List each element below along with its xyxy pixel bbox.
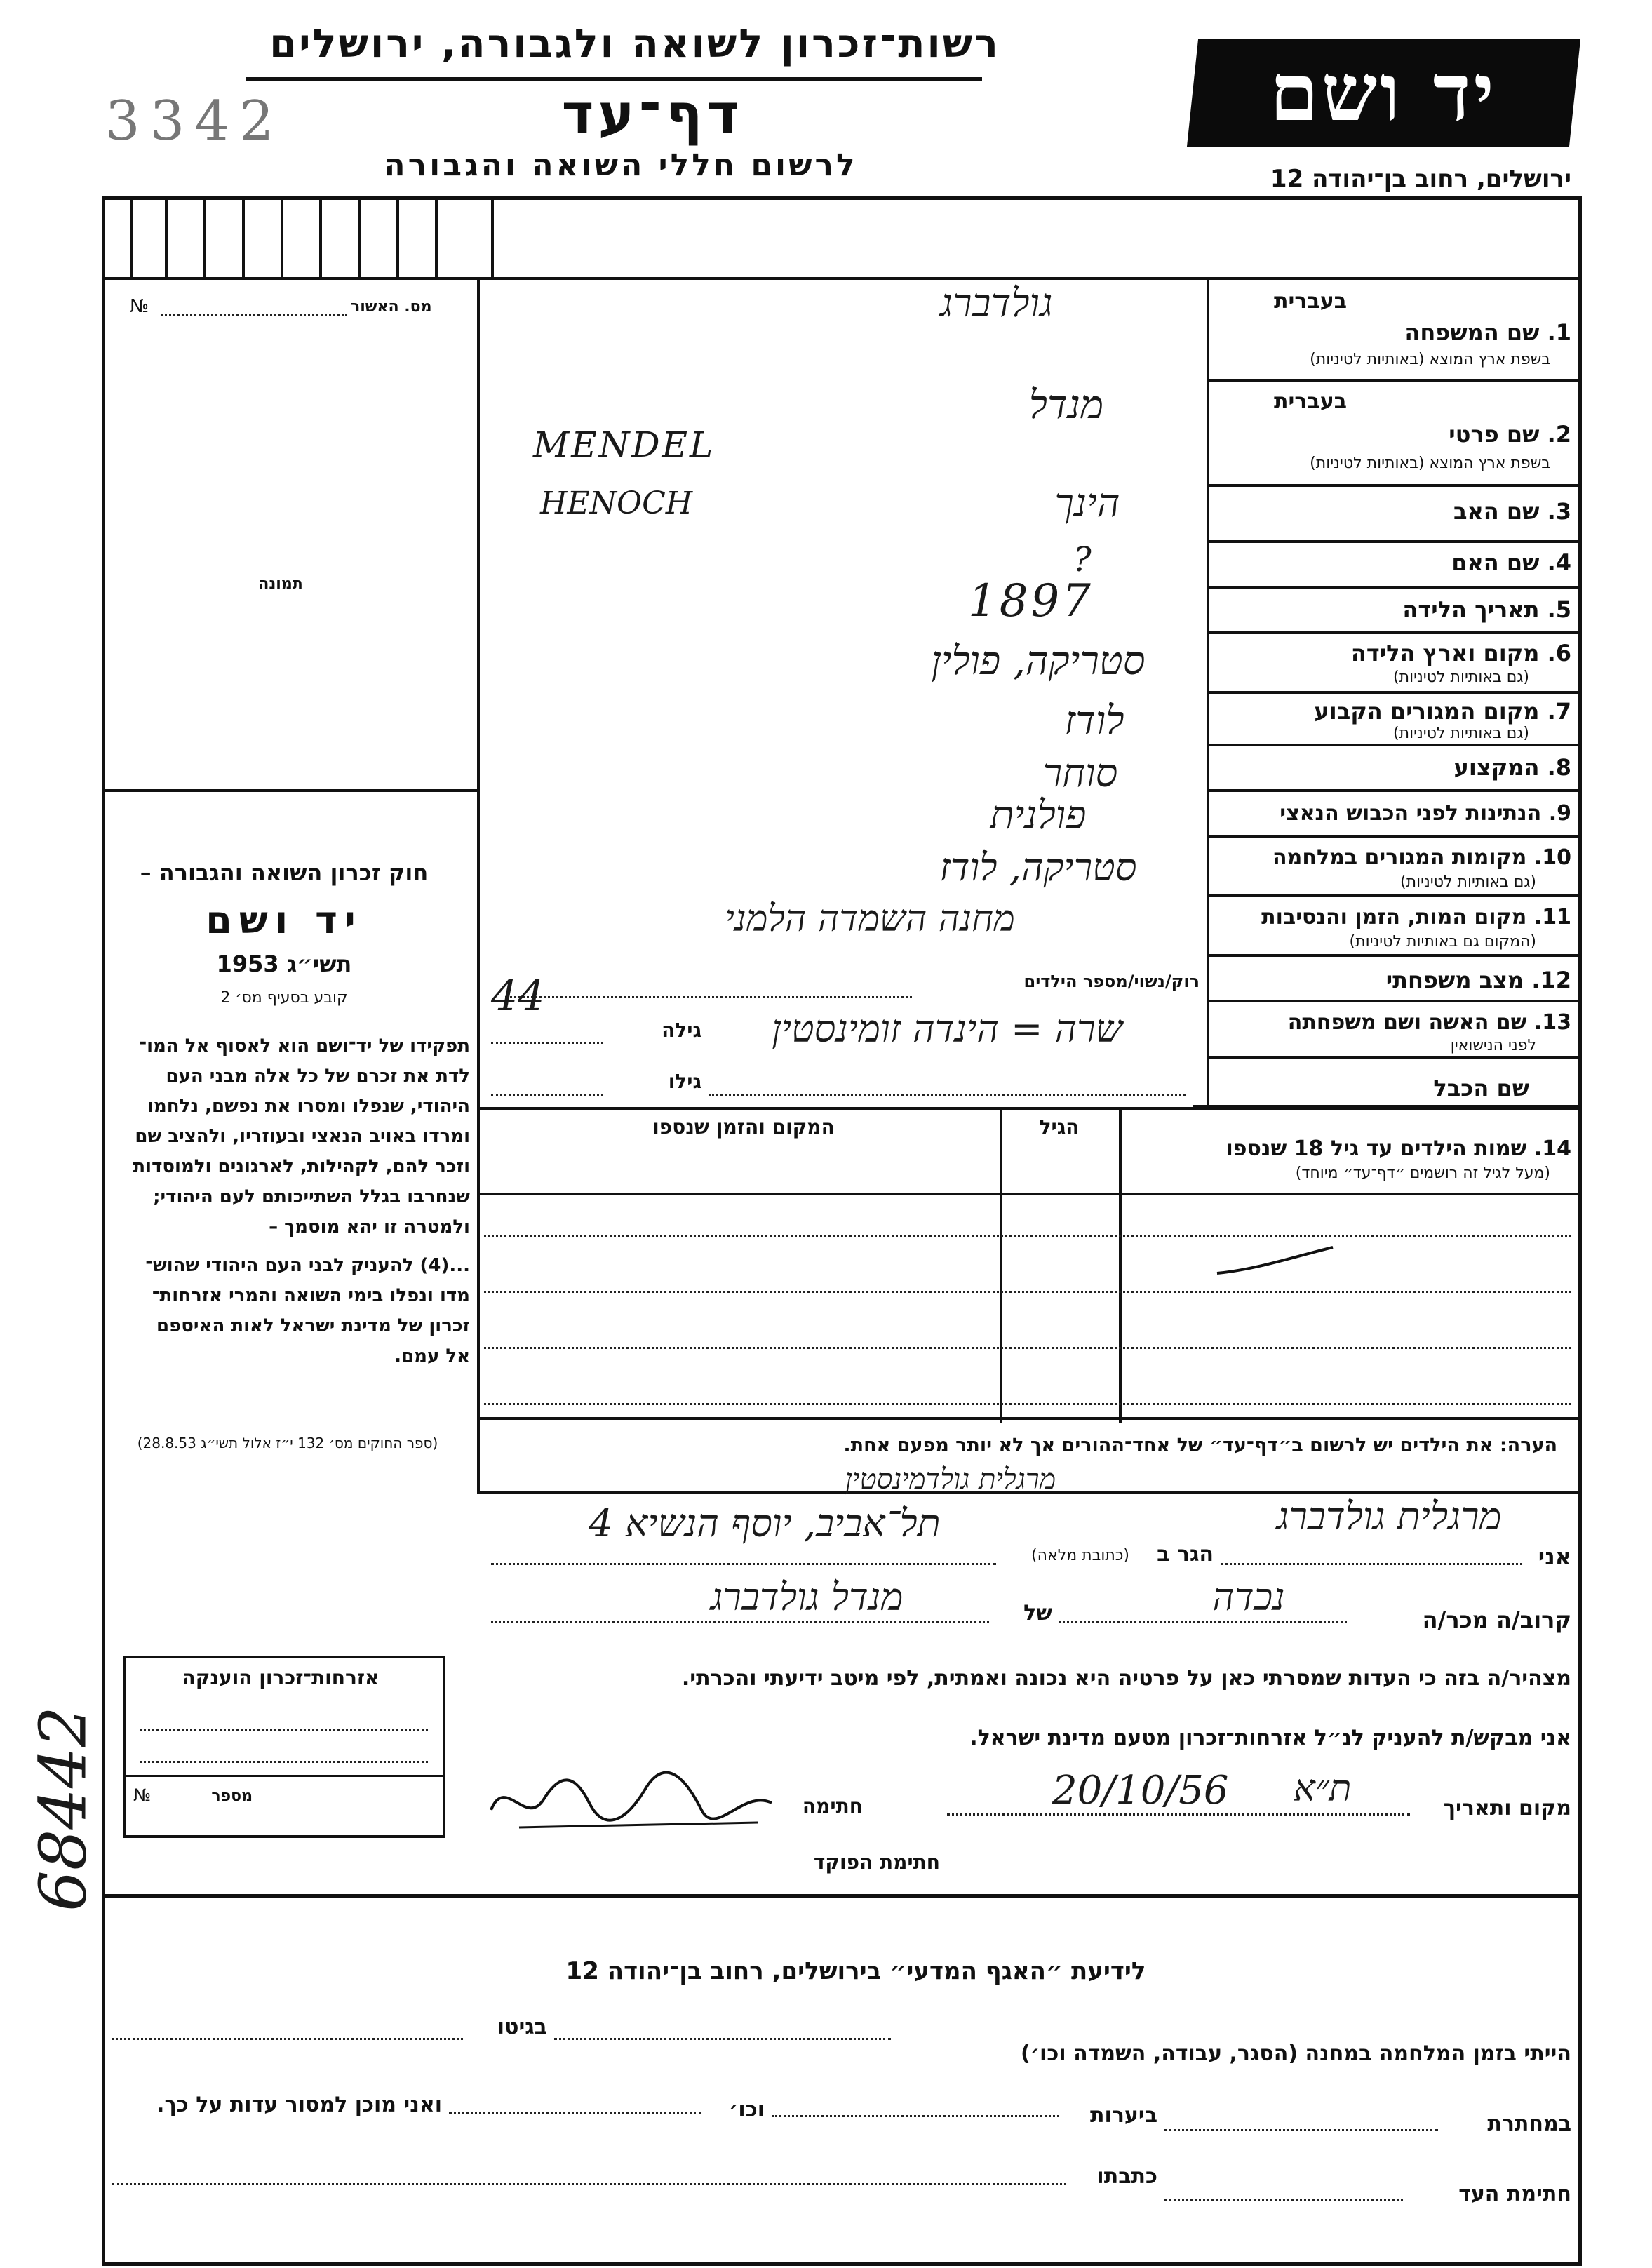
field-9-name: הנתינות לפני הכבוש הנאצי — [1280, 801, 1542, 826]
logo-text: יד ושם — [1270, 46, 1498, 139]
officer-signature-label: חתימת הפוקד — [813, 1851, 940, 1874]
handwritten-record-number: 3342 — [105, 90, 284, 153]
field-12-name: מצב משפחתי — [1385, 967, 1524, 993]
field-7-sub: (גם באותיות לטיניות) — [1393, 725, 1529, 742]
field-2-hebrew-hint: בעברית — [1274, 389, 1347, 414]
law-line: תפקידו של יד־ושם הוא לאסוף אל המו־ — [139, 1035, 470, 1056]
field-12-num: 12. — [1531, 967, 1571, 993]
law-line: וזכר להם, לקהילות, לארגונים ולמוסדות — [133, 1156, 470, 1177]
field-11-sub: (המקום גם באותיות לטיניות) — [1349, 933, 1536, 951]
field-4-name: שם האם — [1451, 549, 1540, 576]
field-6-name: מקום וארץ הלידה — [1350, 640, 1540, 666]
footer-ghetto-label: בגיטו — [497, 2015, 547, 2039]
field-2-label — [1214, 421, 1571, 448]
field-6-label — [1214, 640, 1571, 666]
law-title: חוק זכרון השואה והגבורה – — [140, 859, 429, 886]
field-5-name: תאריך הלידה — [1402, 596, 1540, 623]
father-name-value: הינך — [1054, 481, 1120, 526]
law-reference: (ספר החוקים מס׳ 132 י״ז אלול תשי״ג 28.8.53) — [137, 1435, 438, 1451]
field-12-label — [1214, 967, 1571, 993]
law-line: זכרון של מדינת ישראל לאות האיספם — [156, 1315, 470, 1336]
address-hint: (כתובת מלאה) — [1031, 1547, 1129, 1564]
field-13-num: 13. — [1533, 1010, 1571, 1035]
form-subtitle: לרשום חללי השואה והגבורה — [384, 147, 858, 183]
signature-scribble — [477, 1761, 786, 1838]
field-3-label — [1214, 498, 1571, 525]
law-line: אל עמם. — [394, 1346, 470, 1367]
children-row-line — [484, 1403, 1571, 1405]
of-label: של — [1023, 1601, 1052, 1625]
mother-name-value: ? — [1073, 540, 1092, 579]
law-name: יד ושם — [206, 898, 363, 942]
field-2-name: שם פרטי — [1449, 421, 1540, 448]
form-title: דף־עד — [561, 83, 744, 146]
citizenship-no-mark: № — [133, 1785, 151, 1805]
field-1-sub: בשפת ארץ המוצא (באותיות לטיניות) — [1310, 351, 1550, 368]
father-name-latin-value: HENOCH — [540, 485, 693, 521]
field-11-label — [1214, 905, 1571, 930]
first-name-value: מנדל — [1028, 382, 1104, 428]
margin-number: 68442 — [25, 1706, 101, 1912]
law-year: תשי״ג 1953 — [216, 951, 352, 977]
law-line: מדו ונפלו בימי השואה והמרי אזרחות־ — [152, 1285, 470, 1306]
children-place-header: המקום והזמן שנספו — [652, 1115, 835, 1139]
place-date-label: מקום ותאריך — [1443, 1796, 1571, 1820]
field-11-name: מקום המות, הזמן והנסיבות — [1261, 905, 1527, 930]
law-line: לדת את זכרם של כל אלה מבני העם — [166, 1066, 470, 1087]
surname-value: גולדברג — [939, 281, 1053, 326]
yad-vashem-logo — [1187, 39, 1580, 147]
resident-label: הגר ב — [1157, 1542, 1214, 1566]
date-value: 20/10/56 — [1052, 1768, 1229, 1813]
wife-age-value: 44 — [491, 972, 545, 1021]
law-line: היהודי, שנפלו ומסרו את נפשם, נלחמו — [147, 1096, 470, 1117]
footer-etc-label: וכו׳ — [729, 2098, 765, 2122]
children-row-line — [484, 1235, 1571, 1237]
field-7-label — [1214, 698, 1571, 725]
profession-value: סוחר — [1042, 751, 1118, 796]
address: ירושלים, רחוב בן־יהודה 12 — [1270, 165, 1571, 193]
footer-testimony-text: ואני מוכן למסור עדות על כך. — [156, 2093, 442, 2117]
children-note: (מעל לגיל זה רושמים ״דף־עד״ מיוחד) — [1295, 1165, 1550, 1182]
field-4-label — [1214, 549, 1571, 576]
field-1-label — [1214, 319, 1571, 346]
law-line: ...(4) להעניק לבני העם היהודי שהוש־ — [145, 1255, 470, 1276]
signature-label: חתימה — [802, 1794, 863, 1818]
footer-witness-signature-label: חתימת העד — [1458, 2182, 1571, 2206]
total-label: שם הכבל — [1433, 1075, 1529, 1101]
field-7-num: 7. — [1547, 698, 1571, 725]
wife-age-label: גילה — [662, 1019, 701, 1042]
field-1-name: שם המשפחה — [1404, 319, 1540, 346]
marital-options: רוק/נשוי/מספר הילדים — [1023, 972, 1200, 991]
field-10-label — [1214, 845, 1571, 870]
field-8-name: המקצוע — [1453, 754, 1540, 781]
address-value: תל־אביב, יוסף הנשיא 4 — [589, 1501, 941, 1545]
victim-name-value: מנדל גולדברג — [710, 1575, 904, 1619]
footer-address-label: כתבתו — [1096, 2164, 1157, 2189]
photo-placeholder-label: תמונה — [258, 575, 303, 593]
death-place-value: מחנה השמדה הלמני — [725, 898, 1015, 940]
nationality-value: פולנית — [990, 793, 1087, 838]
declarant-label: אני — [1538, 1543, 1571, 1570]
children-remark: הערה: את הילדים יש לרשום ב״דף־עד״ של אחד־ההורים אך לא יותר מפעם אחת. — [843, 1435, 1557, 1456]
field-3-num: 3. — [1547, 498, 1571, 525]
field-3-name: שם האב — [1453, 498, 1540, 525]
citizenship-number-label: מספר — [211, 1787, 253, 1805]
law-line: ולמטרה זו יהא מוסמך – — [269, 1216, 470, 1237]
field-6-sub: (גם באותיות לטיניות) — [1393, 669, 1529, 686]
footer-heading: לידיעת ״האגף המדעי״ בירושלים, רחוב בן־יהודה 12 — [565, 1957, 1146, 1985]
birth-date-value: 1897 — [968, 575, 1094, 627]
wife-name-value: שרה = הינדה זומינסטין — [772, 1007, 1122, 1051]
relation-value: נכדה — [1212, 1575, 1285, 1619]
cert-no-mark: № — [130, 296, 149, 317]
field-13-label — [1214, 1010, 1571, 1035]
law-line: ומרדו באויב הנאצי ובעוזריו, ולהציב שם — [135, 1126, 470, 1147]
field-9-label — [1214, 801, 1571, 826]
field-10-name: מקומות המגורים במלחמה — [1272, 845, 1527, 870]
citizenship-box-title: אזרחות־זכרון הוענקה — [182, 1666, 380, 1689]
declarant-name-value: מרגלית גולדברג — [1276, 1494, 1502, 1538]
footer-line1-text: הייתי בזמן המלחמה במחנה (הסגר, עבודה, השמדה וכו׳) — [1021, 2041, 1571, 2066]
children-age-header: הגיל — [1039, 1115, 1080, 1139]
footer-underground-label: במחתרת — [1487, 2112, 1571, 2136]
children-strike-mark — [1214, 1242, 1340, 1284]
cert-number-label: מס. האשור — [351, 298, 432, 316]
field-1-num: 1. — [1547, 319, 1571, 346]
law-text — [105, 1031, 470, 1371]
field-10-num: 10. — [1533, 845, 1571, 870]
declaration-statement: מצהיר/ה בזה כי העדות שמסרתי כאן על פרטיה היא נכונה ואמתית, לפי מיטב ידיעתי והכרתי. — [681, 1666, 1571, 1691]
field-5-num: 5. — [1547, 596, 1571, 623]
war-residence-value: סטריקה, לודז — [939, 845, 1137, 890]
citizenship-request: אני מבקש/ת להעניק לנ״ל אזרחות־זכרון מטעם מדינת ישראל. — [969, 1726, 1571, 1750]
field-13-name: שם האשה ושם משפחתה — [1287, 1010, 1527, 1035]
field-11-num: 11. — [1533, 905, 1571, 930]
field-7-name: מקום המגורים הקבוע — [1314, 698, 1540, 725]
place-value: ת״א — [1293, 1768, 1352, 1810]
relative-label: קרוב/ה מכר/ה — [1422, 1606, 1571, 1633]
address-overwrite: מרגלית גולדמינסטין — [845, 1463, 1056, 1496]
first-name-latin-value: MENDEL — [533, 424, 716, 465]
field-6-num: 6. — [1547, 640, 1571, 666]
field-4-num: 4. — [1547, 549, 1571, 576]
field-8-label — [1214, 754, 1571, 781]
field-8-num: 8. — [1547, 754, 1571, 781]
field-2-sub: בשפת ארץ המוצא (באותיות לטיניות) — [1310, 455, 1550, 472]
birthplace-value: סטריקה, פולין — [931, 638, 1146, 684]
children-title: 14. שמות הילדים עד גיל 18 שנספו — [1225, 1136, 1571, 1161]
law-clause: קובע בסעיף מס׳ 2 — [220, 989, 348, 1007]
field-1-hebrew-hint: בעברית — [1274, 289, 1347, 314]
field-5-label — [1214, 596, 1571, 623]
husband-age-label: גילו — [668, 1070, 701, 1093]
children-row-line — [484, 1347, 1571, 1349]
field-10-sub: (גם באותיות לטיניות) — [1400, 873, 1536, 891]
field-9-num: 9. — [1548, 801, 1571, 826]
field-2-num: 2. — [1547, 421, 1571, 448]
authority-heading: רשות־זכרון לשואה ולגבורה, ירושלים — [269, 21, 1000, 67]
children-row-line — [484, 1291, 1571, 1293]
law-line: שנחרבו בגלל השתייכותם לעם היהודי; — [153, 1186, 470, 1207]
footer-forests-label: ביערות — [1090, 2103, 1157, 2128]
field-13-sub: לפני הנישואין — [1450, 1037, 1536, 1054]
residence-value: לודז — [1064, 698, 1124, 744]
